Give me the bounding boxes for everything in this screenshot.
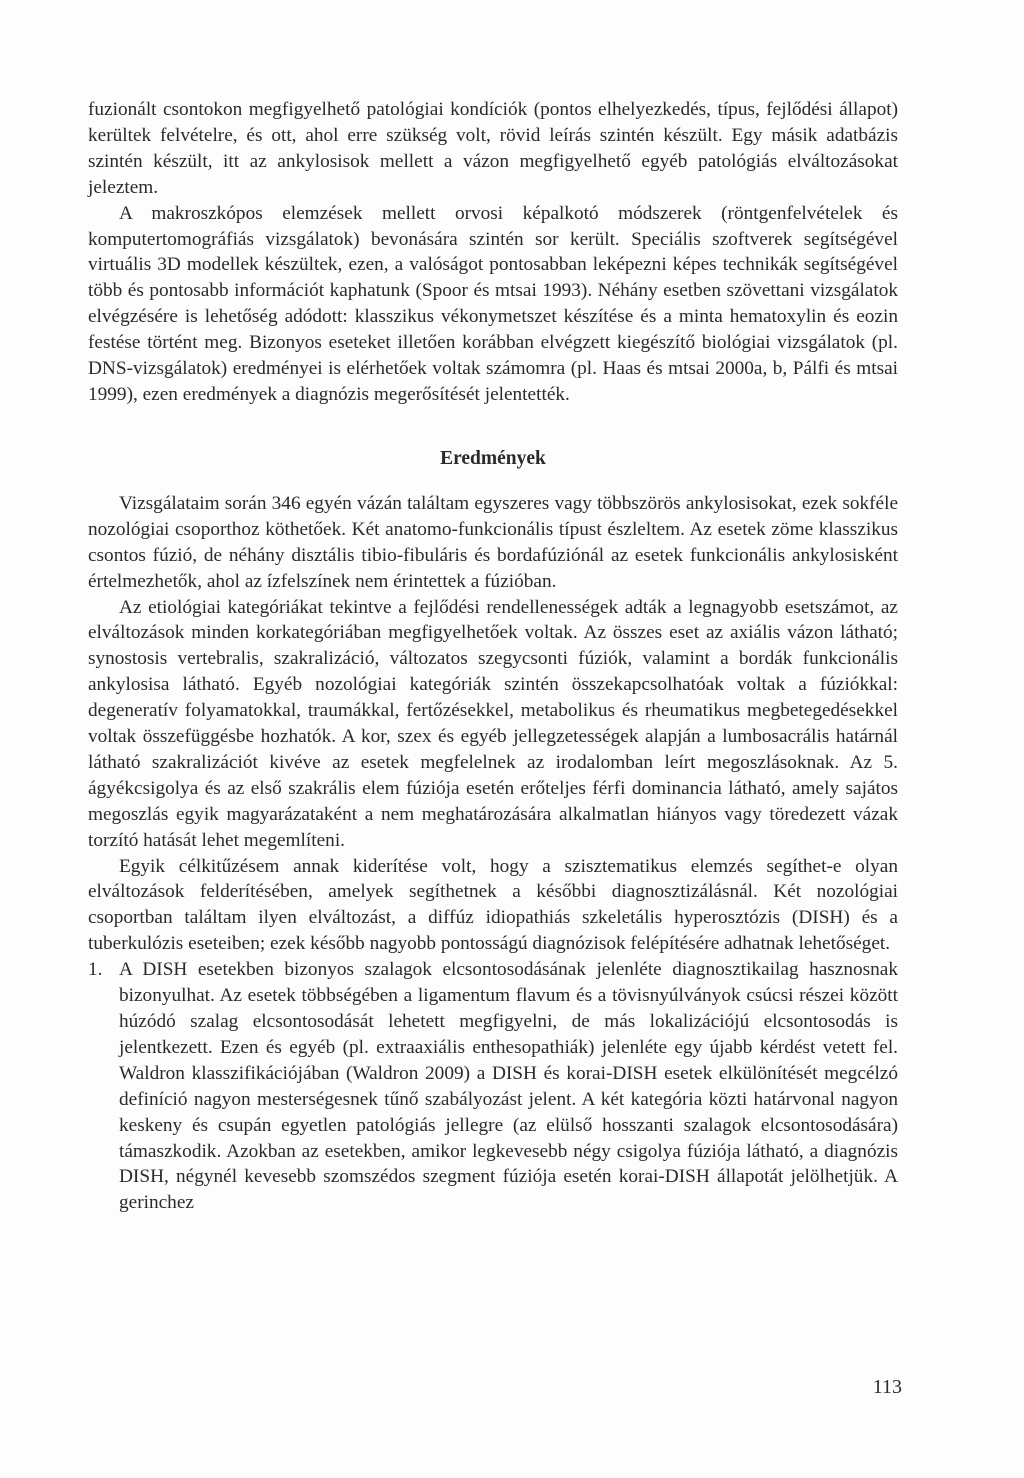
- page-number: 113: [872, 1376, 902, 1398]
- paragraph-methods-continued: fuzionált csontokon megfigyelhető patológiai kondíciók (pontos elhelyezkedés, típus, fejlődési állapot) kerültek felvételre, és ott, ahol erre szükség volt, rövid leírás szintén készült. Egy másik adatbázis szintén készült, itt az ankylosisok mellett a vázon megfigyelhető egyéb patológiás elváltozásokat jeleztem.: [88, 99, 898, 198]
- paragraph-results-summary: Vizsgálataim során 346 egyén vázán találtam egyszeres vagy többszörös ankylosisokat, ezek sokféle nozológiai csoporthoz köthetőek. Két anatomo-funkcionális típust észleltem. Az esetek zöme klasszikus csontos fúzió, de néhány disztális tibio-fibuláris és bordafúziónál az esetek funkcionális ankylosisként értelmezhetők, ahol az ízfelszínek nem érintettek a fúzióban.: [88, 492, 898, 592]
- page-body: [88, 97, 898, 1216]
- section-heading-results: Eredmények: [440, 447, 546, 469]
- paragraph-imaging-methods: A makroszkópos elemzések mellett orvosi képalkotó módszerek (röntgenfelvételek és komputertomográfiás vizsgálatok) bevonására szintén sor került. Speciális szoftverek segítségével virtuális 3D modellek készültek, ezen, a valóságot pontosabban leképezni képes technikák segítségével több és pontosabb információt kaphatunk (Spoor és mtsai 1993). Néhány esetben szövettani vizsgálatok elvégzésére is lehetőség adódott: klasszikus vékonymetszet készítése és a minta hematoxylin és eozin festése történt meg. Bizonyos eseteket illetően korábban elvégzett kiegészítő biológiai vizsgálatok (pl. DNS-vizsgálatok) eredményei is elérhetőek voltak számomra (pl. Haas és mtsai 2000a, b, Pálfi és mtsai 1999), ezen eredmények a diagnózis megerősítését jelentették.: [88, 202, 898, 405]
- paragraph-etiology: Az etiológiai kategóriákat tekintve a fejlődési rendellenességek adták a legnagyobb esetszámot, az elváltozások minden korkategóriában megfigyelhetőek voltak. Az összes eset az axiális vázon látható; synostosis vertebralis, szakralizáció, változatos szegycsonti fúziók, valamint a bordák funkcionális ankylosisa látható. Egyéb nozológiai kategóriák szintén összekapcsolhatóak voltak a fúziókkal: degeneratív folyamatokkal, traumákkal, fertőzésekkel, metabolikus és rheumatikus megbetegedésekkel voltak összefüggésbe hozhatók. A kor, szex és egyéb jellegzetességek alapján a lumbosacrális határnál látható szakralizációt kivéve az esetek megfelelnek az irodalomban leírt megoszlásoknak. Az 5. ágyékcsigolya és az első szakrális elem fúziója esetén erőteljes férfi dominancia látható, amely sajátos megoszlás egyik magyarázataként a nem meghatározására alkalmatlan hiányos vagy töredezett vázak torzító hatását lehet megemlíteni.: [88, 596, 898, 851]
- list-item-text: A DISH esetekben bizonyos szalagok elcsontosodásának jelenléte diagnosztikailag hasznosnak bizonyulhat. Az esetek többségében a ligamentum flavum és a tövisnyúlványok csúcsi részei között húzódó szalag elcsontosodását lehetett megfigyelni, de más lokalizációjú elcsontosodás is jelentkezett. Ezen és egyéb (pl. extraaxiális enthesopathiák) jelenléte egy újabb kérdést vetett fel. Waldron klasszifikációjában (Waldron 2009) a DISH és korai-DISH esetek elkülönítését megcélzó definíció nagyon mesterségesnek tűnő szabályozást jelent. A két kategória közti határvonal nagyon keskeny és csupán egyetlen patológiás jellegre (az elülső hosszanti szalagok elcsontosodására) támaszkodik. Azokban az esetekben, amikor legkevesebb négy csigolya fúziója látható, a diagnózis DISH, négynél kevesebb szomszédos szegment fúziója esetén korai-DISH állapotát jelölhetjük. A gerinchez: [119, 959, 898, 1214]
- list-item-number: 1.: [88, 959, 103, 981]
- paragraph-objective: Egyik célkitűzésem annak kiderítése volt, hogy a szisztematikus elemzés segíthet-e olyan elváltozások felderítésében, amelyek segíthetnek a későbbi diagnosztizálásnál. Két nozológiai csoportban találtam ilyen elváltozást, a diffúz idiopathiás szkeletális hyperosztózis (DISH) és a tuberkulózis eseteiben; ezek később nagyobb pontosságú diagnózisok felépítésére adhatnak lehetőséget.: [88, 855, 898, 955]
- numbered-item-1: [88, 957, 898, 1216]
